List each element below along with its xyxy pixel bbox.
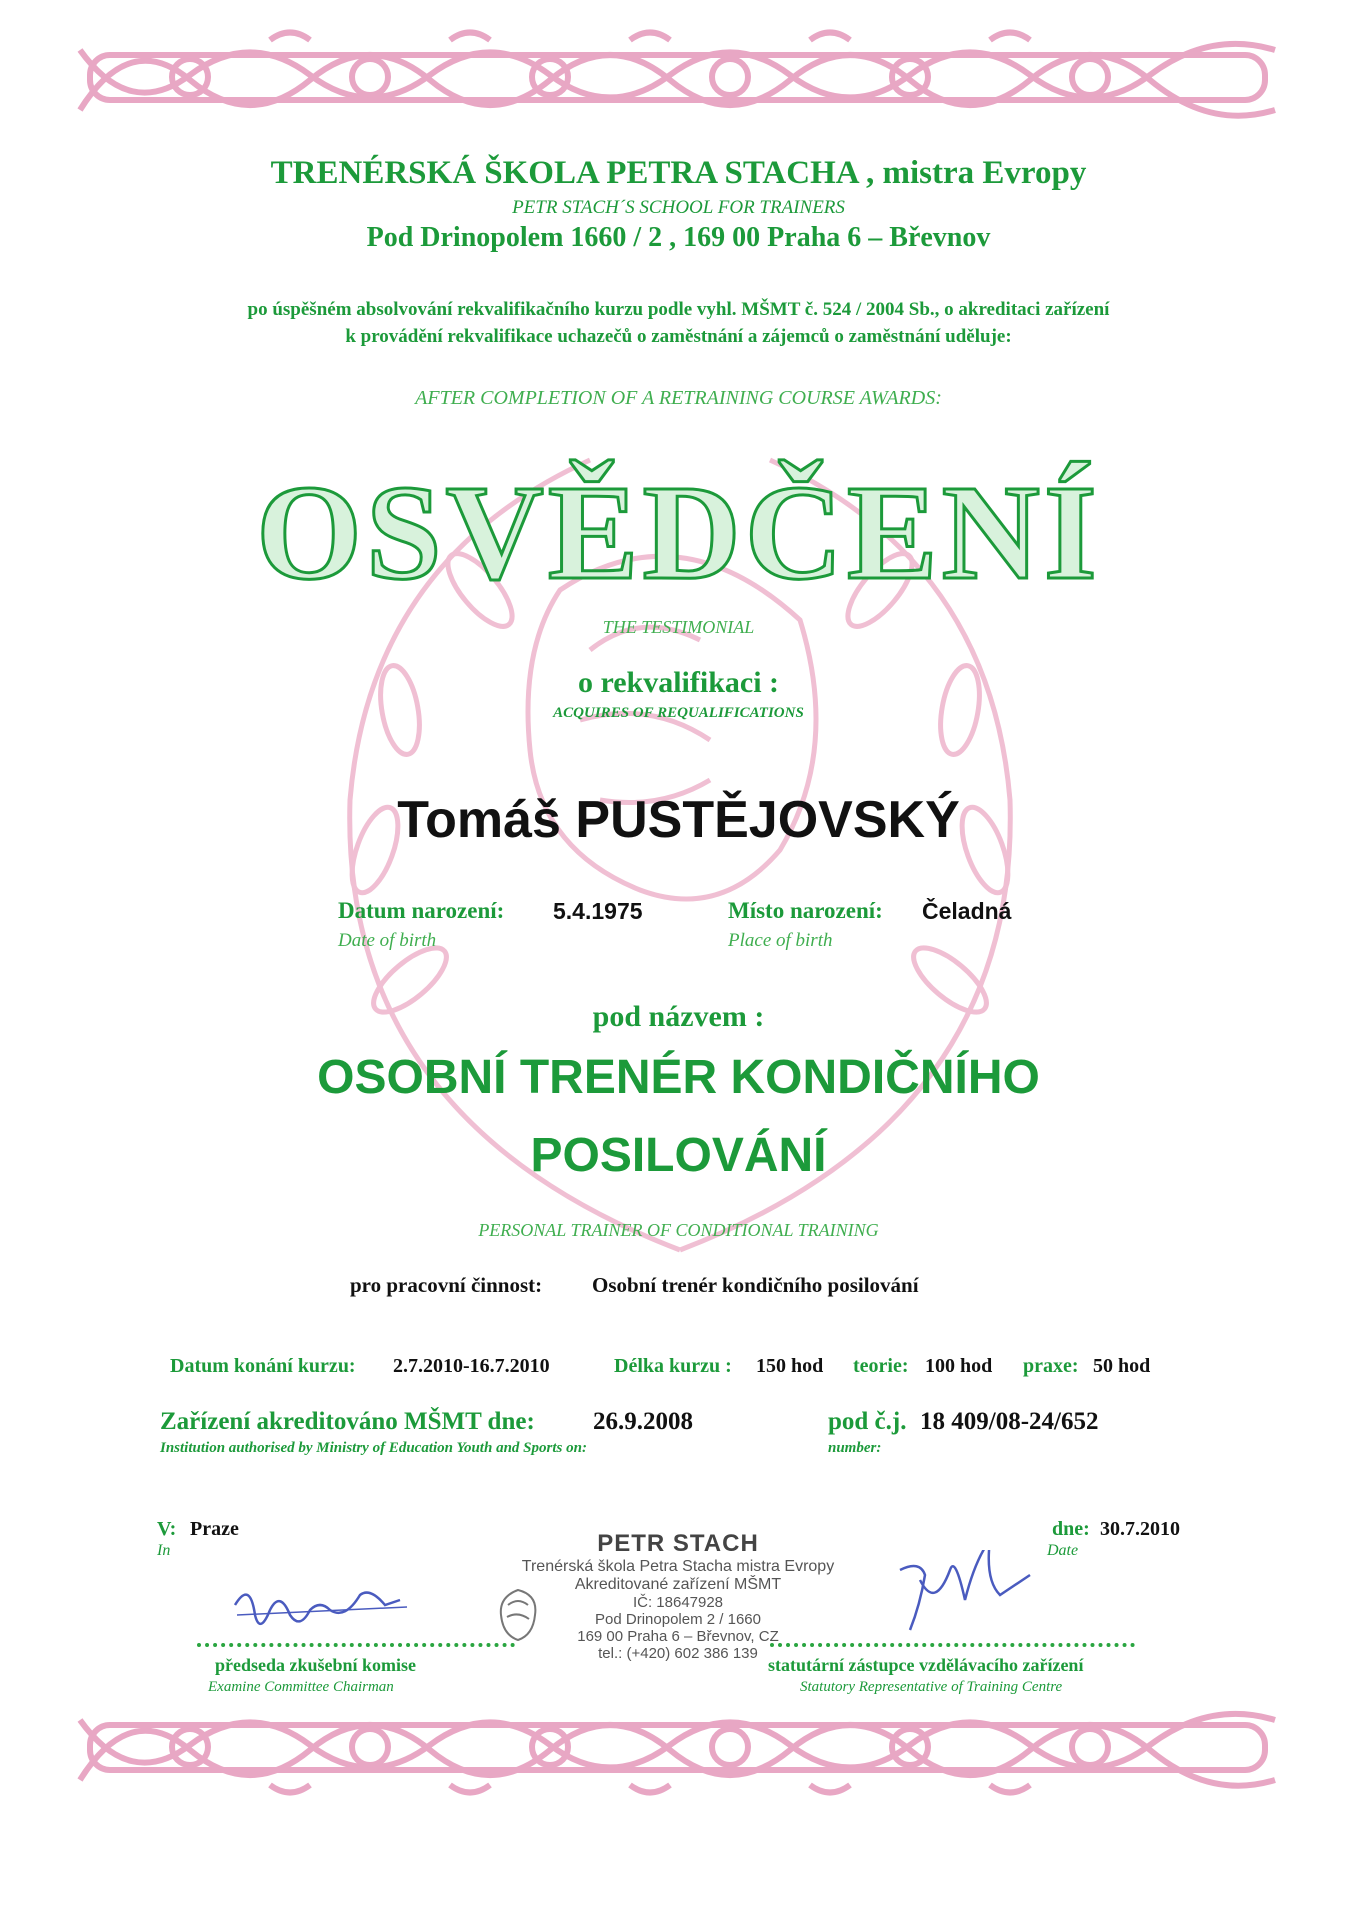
stamp-line-6: tel.: (+420) 602 386 139 bbox=[598, 1645, 758, 1662]
intro-line-2: k provádění rekvalifikace uchazečů o zaměstnání a zájemců o zaměstnání uděluje: bbox=[345, 326, 1012, 347]
certificate-title: OSVĚDČENÍ bbox=[256, 458, 1101, 608]
activity-label: pro pracovní činnost: bbox=[350, 1273, 543, 1297]
chairman-signature bbox=[225, 1575, 435, 1645]
course-date-value: 2.7.2010-16.7.2010 bbox=[393, 1355, 550, 1377]
activity-value: Osobní trenér kondičního posilování bbox=[592, 1273, 919, 1297]
stamp-line-2: Akreditované zařízení MŠMT bbox=[574, 1576, 782, 1593]
representative-signature bbox=[880, 1550, 1060, 1640]
representative-title-en: Statutory Representative of Training Centre bbox=[800, 1679, 1063, 1695]
dob-label: Datum narození: bbox=[338, 898, 505, 923]
course-practice-value: 50 hod bbox=[1093, 1355, 1151, 1377]
reference-value: 18 409/08-24/652 bbox=[920, 1408, 1099, 1435]
dob-value: 5.4.1975 bbox=[553, 898, 643, 924]
place-value: Praze bbox=[190, 1518, 239, 1540]
title-sub: o rekvalifikaci : bbox=[577, 666, 780, 699]
intro-line-1: po úspěšném absolvování rekvalifikačního kurzu podle vyhl. MŠMT č. 524 / 2004 Sb., o akreditaci zařízení bbox=[247, 299, 1110, 320]
pob-value: Čeladná bbox=[922, 898, 1012, 924]
accreditation-date: 26.9.2008 bbox=[593, 1408, 693, 1435]
issue-date-label: dne: bbox=[1052, 1518, 1090, 1540]
representative-title: statutární zástupce vzdělávacího zařízení bbox=[768, 1655, 1084, 1675]
title-en: THE TESTIMONIAL bbox=[602, 617, 755, 637]
qualification-label: pod názvem : bbox=[592, 1000, 765, 1033]
intro-en: AFTER COMPLETION OF A RETRAINING COURSE AWARDS: bbox=[415, 387, 942, 409]
school-name: TRENÉRSKÁ ŠKOLA PETRA STACHA , mistra Evropy bbox=[270, 155, 1087, 191]
person-name: Tomáš PUSTĚJOVSKÝ bbox=[397, 791, 960, 849]
place-label-en: In bbox=[157, 1542, 171, 1559]
course-practice-label: praxe: bbox=[1023, 1355, 1079, 1377]
chairman-title-en: Examine Committee Chairman bbox=[208, 1679, 394, 1695]
course-date-label: Datum konání kurzu: bbox=[170, 1355, 356, 1377]
title-sub-en: ACQUIRES OF REQUALIFICATIONS bbox=[553, 705, 804, 721]
qualification-line-1: OSOBNÍ TRENÉR KONDIČNÍHO bbox=[317, 1051, 1040, 1104]
course-theory-label: teorie: bbox=[853, 1355, 909, 1377]
school-address: Pod Drinopolem 1660 / 2 , 169 00 Praha 6 – Břevnov bbox=[366, 222, 991, 253]
accreditation-label: Zařízení akreditováno MŠMT dne: bbox=[160, 1408, 535, 1435]
place-label: V: bbox=[157, 1518, 177, 1540]
course-length-value: 150 hod bbox=[756, 1355, 824, 1377]
chairman-title: předseda zkušební komise bbox=[215, 1655, 417, 1675]
dob-label-en: Date of birth bbox=[338, 930, 437, 951]
school-name-en: PETR STACH´S SCHOOL FOR TRAINERS bbox=[512, 197, 845, 218]
bottom-ornament-border bbox=[70, 1690, 1285, 1805]
issue-date-value: 30.7.2010 bbox=[1100, 1518, 1180, 1540]
top-ornament-border bbox=[70, 20, 1285, 135]
qualification-line-2: POSILOVÁNÍ bbox=[530, 1129, 827, 1182]
course-theory-value: 100 hod bbox=[925, 1355, 993, 1377]
reference-label-en: number: bbox=[828, 1440, 882, 1456]
stamp-line-4: Pod Drinopolem 2 / 1660 bbox=[595, 1611, 761, 1628]
stamp-line-5: 169 00 Praha 6 – Břevnov, CZ bbox=[577, 1628, 779, 1645]
course-length-label: Délka kurzu : bbox=[614, 1355, 732, 1377]
qualification-en: PERSONAL TRAINER OF CONDITIONAL TRAINING bbox=[478, 1220, 879, 1240]
chairman-signature-line bbox=[197, 1643, 515, 1647]
stamp-line-1: Trenérská škola Petra Stacha mistra Evropy bbox=[521, 1558, 835, 1575]
stamp-head-icon bbox=[493, 1585, 543, 1645]
accreditation-label-en: Institution authorised by Ministry of Education Youth and Sports on: bbox=[160, 1440, 587, 1456]
representative-signature-line bbox=[770, 1643, 1135, 1647]
issue-date-label-en: Date bbox=[1047, 1542, 1079, 1559]
stamp-title: PETR STACH bbox=[597, 1530, 759, 1557]
reference-label: pod č.j. bbox=[828, 1408, 907, 1435]
stamp-line-3: IČ: 18647928 bbox=[632, 1594, 724, 1611]
pob-label: Místo narození: bbox=[728, 898, 883, 923]
pob-label-en: Place of birth bbox=[728, 930, 833, 951]
